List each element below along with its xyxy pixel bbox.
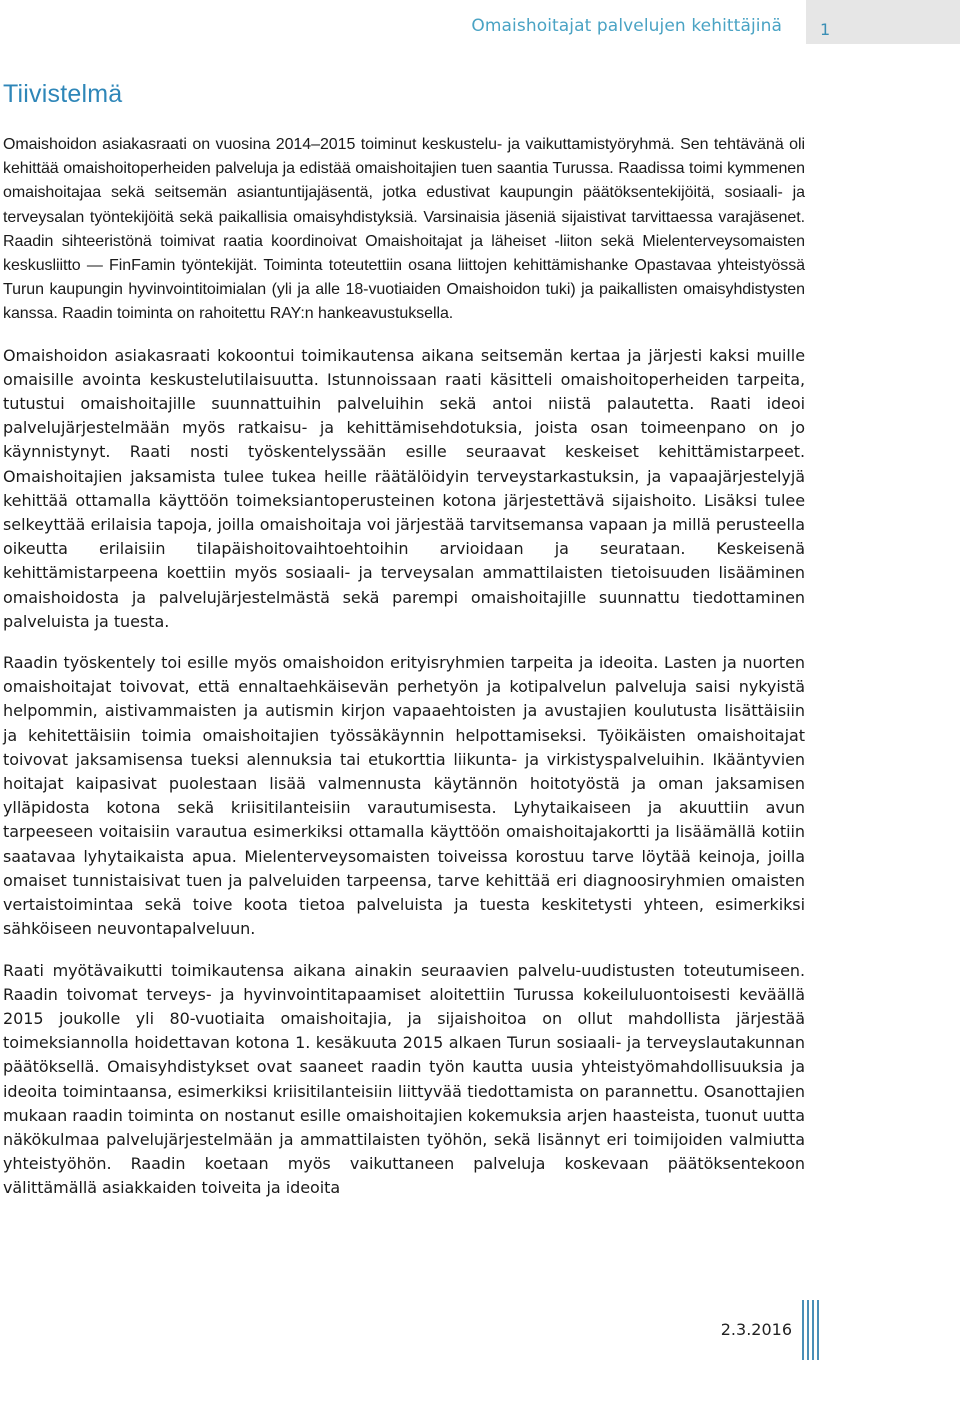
- footer-rule-line: [817, 1300, 819, 1360]
- document-body: [3, 133, 805, 1218]
- page-number-box: [806, 0, 960, 44]
- footer-rule-line: [807, 1300, 809, 1360]
- footer-date: 2.3.2016: [720, 1320, 792, 1339]
- footer-decorative-rules: [802, 1300, 832, 1360]
- page-header: [0, 0, 960, 44]
- running-header-title: Omaishoitajat palvelujen kehittäjinä: [471, 16, 782, 36]
- section-title: Tiivistelmä: [3, 80, 123, 108]
- page-number: 1: [820, 20, 831, 39]
- paragraph-special-groups: Raadin työskentely toi esille myös omaishoidon erityisryhmien tarpeita ja ideoita. Lasten ja nuorten omaishoitajat toivovat, että ennaltaehkäisevän perhetyön ja kotipalvelun palveluja saisi nykyistä helpommin, aistivammaisten ja autismin kirjon vapaaehtoisten ja avustajien koulutusta lisättäisiin ja kehitettäisiin toimia omaishoitajien työssäkäynnin helpottamiseksi. Työikäisten omaishoitajat toivovat jaksamisensa tueksi alennuksia tai etukorttia liikunta- ja virkistyspalveluihin. Ikääntyvien hoitajat kaipasivat puolestaan lisää valmennusta käytännön hoitotyöstä ja oman jaksamisen ylläpidosta kotona sekä kriisitilanteisiin varautumisesta. Lyhytaikaiseen ja akuuttiin avun tarpeeseen voitaisiin varautua esimerkiksi ottamalla käyttöön omaishoitajakortti ja lisäämällä kotiin saatavaa lyhytaikaista apua. Mielenterveysomaisten toiveissa korostuu tarve löytää keinoja, joilla omaiset tunnistaisivat tuen ja palveluiden tarpeensa, tarve kehittää eri diagnoosiryhmien omaisten vertaistoimintaa sekä toive koota tietoa palveluista ja tuesta keskitetysti yhteen, esimerkiksi sähköiseen neuvontapalveluun.: [3, 653, 805, 939]
- page-footer: [0, 1300, 960, 1360]
- paragraph-intro: Omaishoidon asiakasraati on vuosina 2014–2015 toiminut keskustelu- ja vaikuttamistyöryhmä. Sen tehtävänä oli kehittää omaishoitoperheiden palveluja ja edistää omaishoitajien tuen saantia Turussa. Raadissa toimi kymmenen omaishoitajaa sekä seitsemän asiantuntijajäsentä, jotka edustivat kaupungin päätöksentekijöitä, sosiaali- ja terveysalan työntekijöitä sekä paikallisia omaisyhdistyksiä. Varsinaisia jäseniä sijaistivat tarvittaessa varajäsenet. Raadin sihteeristönä toimivat raatia koordinoivat Omaishoitajat ja läheiset -liiton sekä Mielenterveysomaisten keskusliitto — FinFamin työntekijät. Toiminta toteutettiin osana liittojen kehittämishanke Opastavaa yhteistyössä Turun kaupungin hyvinvointitoimialan (yli ja alle 18-vuotiaiden Omaishoidon tuki) ja paikallisten omaisyhdistysten kanssa. Raadin toiminta on rahoitettu RAY:n hankeavustuksella.: [3, 136, 805, 323]
- footer-rule-line: [812, 1300, 814, 1360]
- footer-rule-line: [802, 1300, 804, 1360]
- paragraph-reforms: Raati myötävaikutti toimikautensa aikana ainakin seuraavien palvelu-uudistusten toteutumiseen. Raadin toivomat terveys- ja hyvinvointitapaamiset aloitettiin Turussa kokeiluluontoisesti keväällä 2015 joukolle yli 80-vuotiaita omaishoitajia, ja sijaishoitoa on ollut mahdollista järjestää toimeksiannolla hoidettavan kotona 1. kesäkuuta 2015 alkaen Turun sosiaali- ja terveyslautakunnan päätöksellä. Omaisyhdistykset ovat saaneet raadin työn kautta uusia yhteistyömahdollisuuksia ja ideoita toimintaansa, esimerkiksi kriisitilanteisiin liittyvää tiedottamista on parannettu. Osanottajien mukaan raadin toiminta on nostanut esille omaishoitajien kokemuksia arjen haasteista, tuonut uutta näkökulmaa palvelujärjestelmään ja ammattilaisten työhön, sekä lisännyt eri toimijoiden valmiutta yhteistyöhön. Raadin koetaan myös vaikuttaneen palveluja koskevaan päätöksentekoon välittämällä asiakkaiden toiveita ja ideoita: [3, 960, 805, 1198]
- paragraph-meetings: Omaishoidon asiakasraati kokoontui toimikautensa aikana seitsemän kertaa ja järjesti kaksi muille omaisille avointa keskustelutilaisuutta. Istunnoissaan raati käsitteli omaishoitoperheiden tarpeita, tutustui omaishoitajille suunnattuihin palveluihin sekä antoi niistä palautetta. Raati ideoi palvelujärjestelmään myös ratkaisu- ja kehittämisehdotuksia, joista osan toimeenpano on jo käynnistynyt. Raati nosti työskentelyssään esille seuraavat keskeiset kehittämistarpeet. Omaishoitajien jaksamista tulee tukea heille räätälöidyin terveystarkastuksin, ja vapaajärjestelyjä kehittää ottamalla käyttöön toimeksiantoperusteinen kotona järjestettävä sijaishoito. Lisäksi tulee selkeyttää erilaisia tapoja, joilla omaishoitaja voi järjestää tarvitsemansa vapaan ja millä perusteella oikeutta erilaisiin tilapäishoitovaihtoehtoihin arvioidaan ja seurataan. Keskeisenä kehittämistarpeena koettiin myös sosiaali- ja terveysalan ammattilaisten tietoisuuden lisääminen omaishoidosta ja palvelujärjestelmästä sekä parempi omaishoitajille suunnattu tiedottaminen palveluista ja tuesta.: [3, 345, 805, 631]
